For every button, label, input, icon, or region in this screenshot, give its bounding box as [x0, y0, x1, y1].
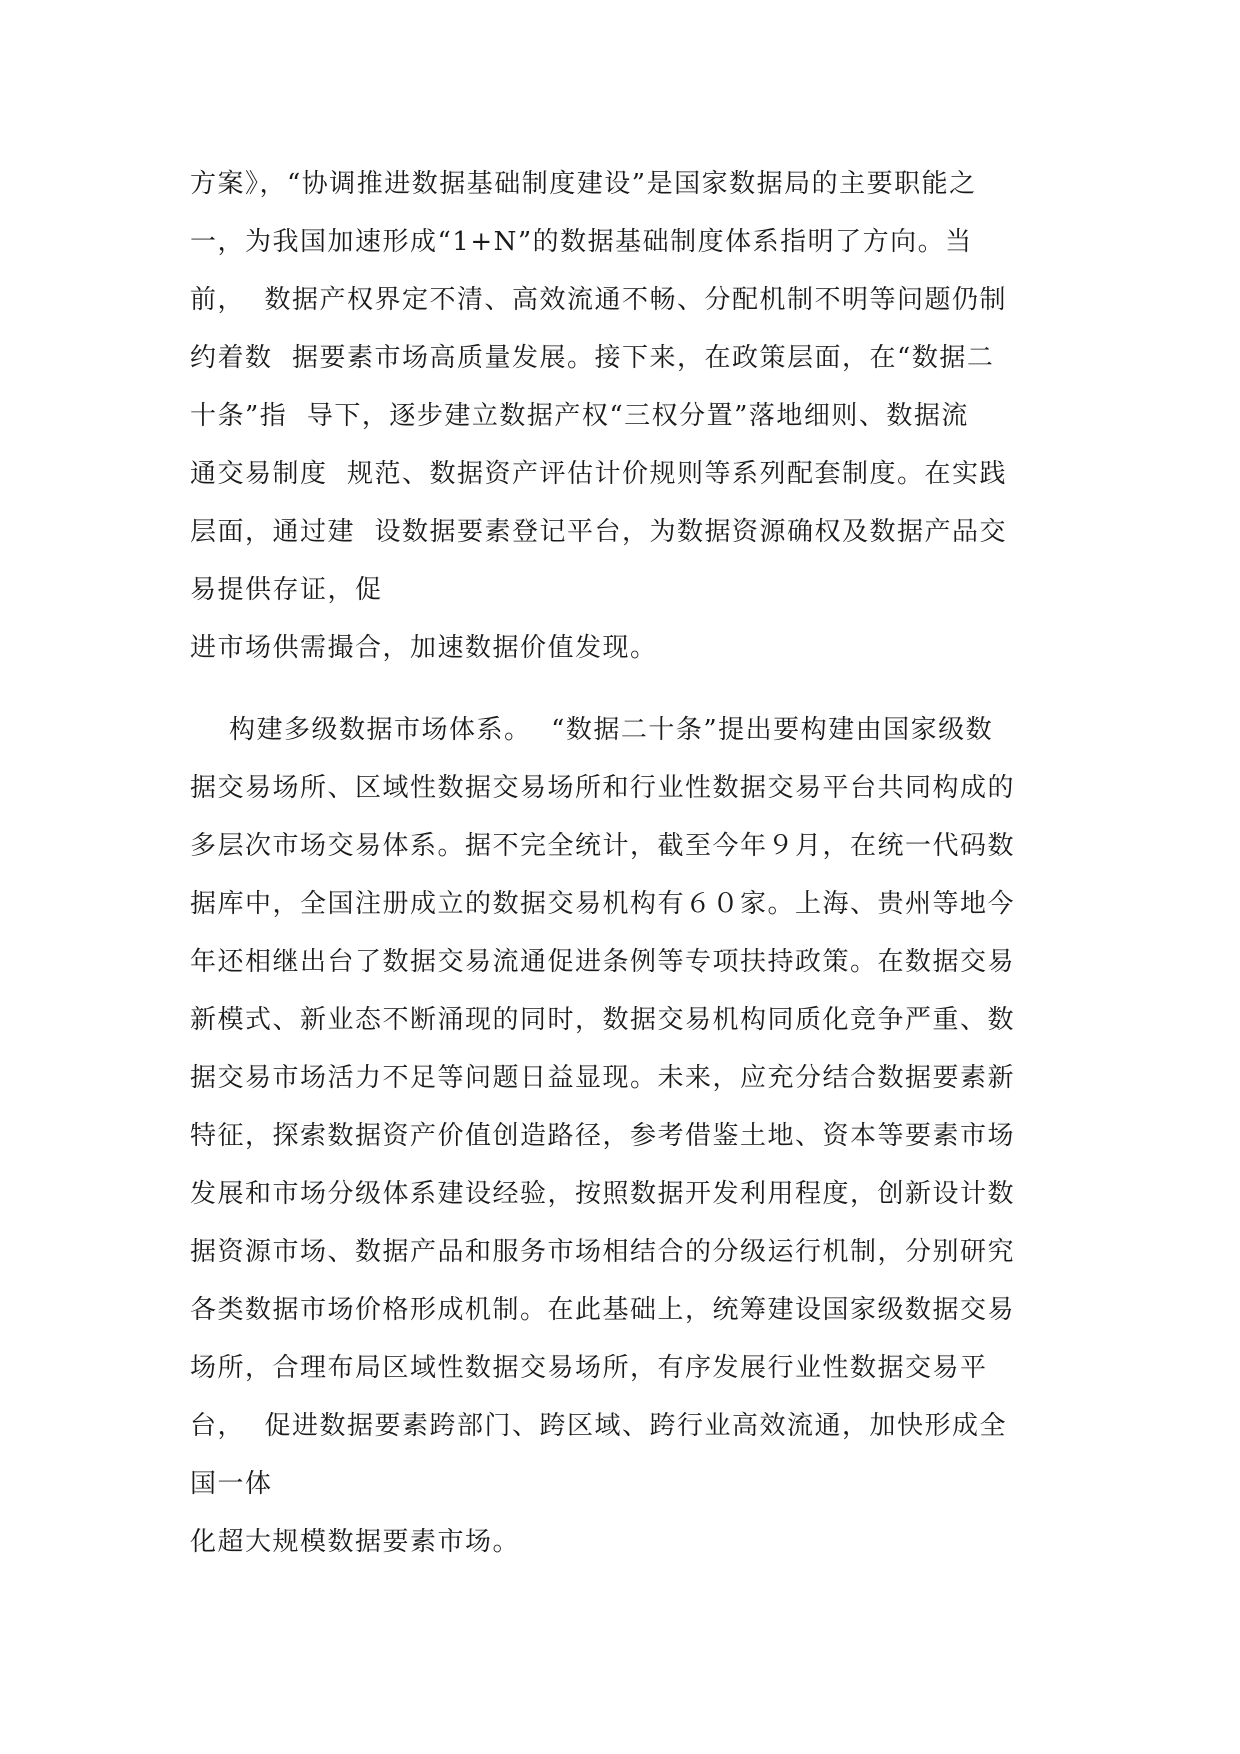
- paragraph-2-line-8: 特征，探索数据资产价值创造路径，参考借鉴土地、资本等要素市场: [190, 1121, 1016, 1151]
- paragraph-1-line-2: 一，为我国加速形成“1+N”的数据基础制度体系指明了方向。当: [190, 227, 973, 257]
- paragraph-2-line-5: 年还相继出台了数据交易流通促进条例等专项扶持政策。在数据交易: [190, 947, 1016, 977]
- paragraph-2-line-13: 台， 促进数据要素跨部门、跨区域、跨行业高效流通，加快形成全: [190, 1411, 1008, 1441]
- paragraph-1-line-6: 通交易制度 规范、数据资产评估计价规则等系列配套制度。在实践: [190, 459, 1008, 489]
- paragraph-1-line-4: 约着数 据要素市场高质量发展。接下来，在政策层面，在“数据二: [190, 343, 995, 373]
- paragraph-2-line-2: 据交易场所、区域性数据交易场所和行业性数据交易平台共同构成的: [190, 773, 1016, 803]
- paragraph-1-line-8: 易提供存证，促: [190, 575, 383, 605]
- paragraph-2-line-4: 据库中，全国注册成立的数据交易机构有６０家。上海、贵州等地今: [190, 889, 1016, 919]
- paragraph-1-line-1: 方案》，“协调推进数据基础制度建设”是国家数据局的主要职能之: [190, 169, 977, 199]
- paragraph-2-line-7: 据交易市场活力不足等问题日益显现。未来，应充分结合数据要素新: [190, 1063, 1016, 1093]
- paragraph-1-line-3: 前， 数据产权界定不清、高效流通不畅、分配机制不明等问题仍制: [190, 285, 1008, 315]
- paragraph-2-line-15: 化超大规模数据要素市场。: [190, 1527, 521, 1557]
- paragraph-2-line-1: 构建多级数据市场体系。 “数据二十条”提出要构建由国家级数: [190, 715, 994, 745]
- paragraph-1-line-9: 进市场供需撮合，加速数据价值发现。: [190, 633, 658, 663]
- paragraph-2-line-12: 场所，合理布局区域性数据交易场所，有序发展行业性数据交易平: [190, 1353, 988, 1383]
- paragraph-2-line-14: 国一体: [190, 1469, 273, 1499]
- paragraph-2-line-3: 多层次市场交易体系。据不完全统计，截至今年９月，在统一代码数: [190, 831, 1016, 861]
- paragraph-1-line-5: 十条”指 导下，逐步建立数据产权“三权分置”落地细则、数据流: [190, 401, 969, 431]
- paragraph-1-line-7: 层面，通过建 设数据要素登记平台，为数据资源确权及数据产品交: [190, 517, 1008, 547]
- paragraph-2-line-6: 新模式、新业态不断涌现的同时，数据交易机构同质化竞争严重、数: [190, 1005, 1016, 1035]
- paragraph-2-line-9: 发展和市场分级体系建设经验，按照数据开发利用程度，创新设计数: [190, 1179, 1016, 1209]
- paragraph-2-line-11: 各类数据市场价格形成机制。在此基础上，统筹建设国家级数据交易: [190, 1295, 1016, 1325]
- paragraph-2-line-10: 据资源市场、数据产品和服务市场相结合的分级运行机制，分别研究: [190, 1237, 1016, 1267]
